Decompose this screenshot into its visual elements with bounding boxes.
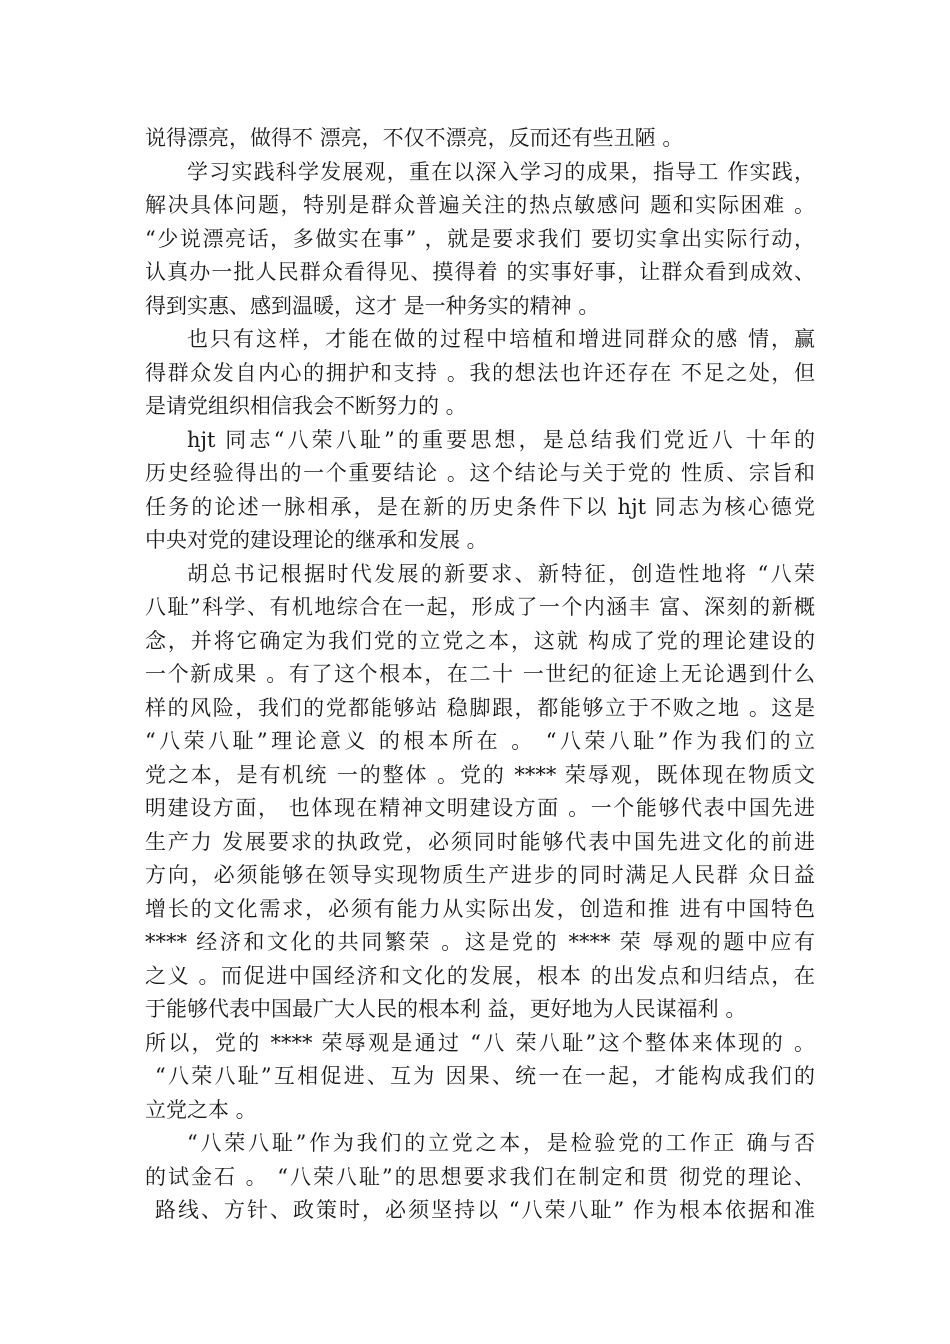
text-line: 所以，党的 **** 荣辱观是通过 “八 荣八耻”这个整体来体现的 。 (145, 1030, 815, 1055)
text-line: 念，并将它确定为我们党的立党之本，这就 构成了党的理论建设的 (145, 628, 815, 653)
text-line: “少说漂亮话，多做实在事” ，就是要求我们 要切实拿出实际行动， (145, 226, 815, 251)
text-line: 方向，必须能够在领导实现物质生产进步的同时满足人民群 众日益 (145, 863, 815, 887)
text-line: 立党之本 。 (145, 1097, 257, 1122)
paragraph-start-line: hjt 同志“八荣八耻”的重要思想，是总结我们党近八 十年的 (187, 427, 815, 452)
text-line: 认真办一批人民群众看得见、摸得着 的实事好事，让群众看到成效、 (145, 260, 815, 284)
text-line: 八耻”科学、有机地综合在一起，形成了一个内涵丰 富、深刻的新概 (145, 595, 815, 619)
text-line: 明建设方面， 也体现在精神文明建设方面 。一个能够代表中国先进 (145, 796, 815, 820)
text-line: “八荣八耻”理论意义 的根本所在 。 “八荣八耻”作为我们的立 (145, 729, 815, 753)
text-line: 中央对党的建设理论的继承和发展 。 (145, 528, 488, 552)
text-line: 样的风险，我们的党都能够站 稳脚跟，都能够立于不败之地 。这是 (145, 695, 815, 720)
paragraph-start-line: “八荣八耻”作为我们的立党之本，是检验党的工作正 确与否 (187, 1131, 815, 1155)
body-text (145, 122, 815, 1228)
text-line: 任务的论述一脉相承，是在新的历史条件下以 hjt 同志为核心德党 (145, 494, 815, 519)
paragraph-start-line: 也只有这样，才能在做的过程中培植和增进同群众的感 情，赢 (187, 327, 815, 351)
paragraph-start-line: 胡总书记根据时代发展的新要求、新特征，创造性地将 “八荣 (187, 561, 815, 586)
text-line: **** 经济和文化的共同繁荣 。这是党的 **** 荣 辱观的题中应有 (145, 930, 815, 954)
text-line: 于能够代表中国最广大人民的根本利 益，更好地为人民谋福利 。 (145, 997, 747, 1021)
text-line: 路线、方针、政策时，必须坚持以 “八荣八耻” 作为根本依据和准 (155, 1198, 815, 1222)
text-line: 之义 。而促进中国经济和文化的发展，根本 的出发点和归结点，在 (145, 963, 815, 988)
text-line: 增长的文化需求，必须有能力从实际出发，创造和推 进有中国特色 (145, 896, 815, 921)
text-line: 得到实惠、感到温暖，这才 是一种务实的精神 。 (145, 293, 600, 318)
text-line: 解决具体问题，特别是群众普遍关注的热点敏感问 题和实际困难 。 (145, 193, 815, 217)
text-line: “八荣八耻”互相促进、互为 因果、统一在一起，才能构成我们的 (155, 1064, 815, 1088)
text-line: 得群众发自内心的拥护和支持 。我的想法也许还存在 不足之处，但 (145, 360, 815, 385)
text-line: 说得漂亮，做得不 漂亮，不仅不漂亮，反而还有些丑陋 。 (145, 126, 684, 150)
text-line: 一个新成果 。有了这个根本，在二十 一世纪的征途上无论遇到什么 (145, 662, 815, 686)
text-line: 生产力 发展要求的执政党，必须同时能够代表中国先进文化的前进 (145, 829, 815, 854)
paragraph-start-line: 学习实践科学发展观，重在以深入学习的成果，指导工 作实践， (187, 159, 815, 184)
text-line: 党之本，是有机统 一的整体 。党的 **** 荣辱观，既体现在物质文 (145, 762, 815, 787)
text-line: 是请党组织相信我会不断努力的 。 (145, 394, 467, 418)
text-line: 历史经验得出的一个重要结论 。这个结论与关于党的 性质、宗旨和 (145, 461, 815, 485)
text-line: 的试金石 。 “八荣八耻”的思想要求我们在制定和贯 彻党的理论、 (145, 1164, 815, 1189)
